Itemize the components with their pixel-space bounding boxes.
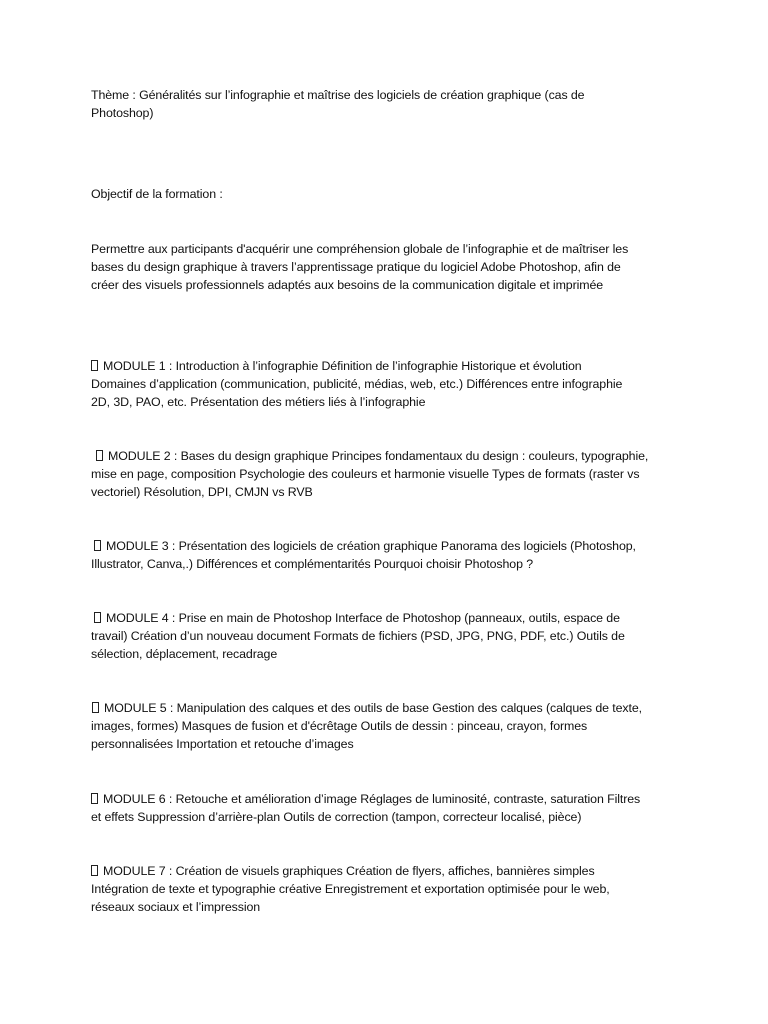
module-3-line-1: MODULE 3 : Présentation des logiciels de création graphique Panorama des logiciels (Photoshop, <box>106 539 636 553</box>
module-1-line-3: 2D, 3D, PAO, etc. Présentation des métiers liés à l’infographie <box>91 395 426 409</box>
bullet-box-icon <box>96 450 103 461</box>
objective-line-3: créer des visuels professionnels adaptés aux besoins de la communication digitale et imprimée <box>91 278 604 292</box>
module-6-line-1: MODULE 6 : Retouche et amélioration d’image Réglages de luminosité, contraste, saturation Filtres <box>103 792 641 806</box>
module-5-line-1: MODULE 5 : Manipulation des calques et des outils de base Gestion des calques (calques de texte, <box>104 701 642 715</box>
module-2-line-1: MODULE 2 : Bases du design graphique Principes fondamentaux du design : couleurs, typographie, <box>108 449 649 463</box>
module-6-paragraph <box>91 790 681 826</box>
module-5-paragraph <box>91 699 681 753</box>
module-6-line-2: et effets Suppression d’arrière-plan Outils de correction (tampon, correcteur localisé, pièce) <box>91 810 582 824</box>
module-2-line-3: vectoriel) Résolution, DPI, CMJN vs RVB <box>91 485 313 499</box>
module-1-paragraph <box>91 357 681 411</box>
module-2-line-2: mise en page, composition Psychologie des couleurs et harmonie visuelle Types de formats (raster vs <box>91 467 640 481</box>
bullet-box-icon <box>94 612 101 623</box>
module-3-line-2: Illustrator, Canva,.) Différences et complémentarités Pourquoi choisir Photoshop ? <box>91 557 533 571</box>
objective-line-1: Permettre aux participants d'acquérir une compréhension globale de l’infographie et de maîtriser les <box>91 242 629 256</box>
bullet-box-icon <box>92 702 99 713</box>
objective-heading-text: Objectif de la formation : <box>91 187 223 201</box>
theme-paragraph <box>91 86 681 122</box>
module-2-paragraph <box>91 447 681 501</box>
bullet-box-icon <box>91 360 98 371</box>
module-7-paragraph <box>91 862 681 916</box>
bullet-box-icon <box>91 793 98 804</box>
module-1-line-2: Domaines d’application (communication, publicité, médias, web, etc.) Différences entre infographie <box>91 377 623 391</box>
module-7-line-2: Intégration de texte et typographie créative Enregistrement et exportation optimisée pour le web, <box>91 882 610 896</box>
module-7-line-3: réseaux sociaux et l’impression <box>91 900 261 914</box>
module-5-line-2: images, formes) Masques de fusion et d'écrêtage Outils de dessin : pinceau, crayon, formes <box>91 719 588 733</box>
objective-paragraph <box>91 240 681 294</box>
bullet-box-icon <box>94 540 101 551</box>
theme-line-1: Thème : Généralités sur l’infographie et maîtrise des logiciels de création graphique (cas de <box>91 88 585 102</box>
module-4-line-1: MODULE 4 : Prise en main de Photoshop Interface de Photoshop (panneaux, outils, espace de <box>106 611 620 625</box>
objective-heading <box>91 185 681 203</box>
module-4-paragraph <box>91 609 681 663</box>
theme-line-2: Photoshop) <box>91 106 154 120</box>
module-5-line-3: personnalisées Importation et retouche d’images <box>91 737 354 751</box>
module-4-line-3: sélection, déplacement, recadrage <box>91 647 278 661</box>
objective-line-2: bases du design graphique à travers l’apprentissage pratique du logiciel Adobe Photoshop, afin de <box>91 260 621 274</box>
module-1-line-1: MODULE 1 : Introduction à l’infographie Définition de l’infographie Historique et évolution <box>103 359 582 373</box>
module-4-line-2: travail) Création d’un nouveau document Formats de fichiers (PSD, JPG, PNG, PDF, etc.) Outils de <box>91 629 625 643</box>
module-3-paragraph <box>91 537 681 573</box>
bullet-box-icon <box>91 865 98 876</box>
module-7-line-1: MODULE 7 : Création de visuels graphiques Création de flyers, affiches, bannières simples <box>103 864 595 878</box>
